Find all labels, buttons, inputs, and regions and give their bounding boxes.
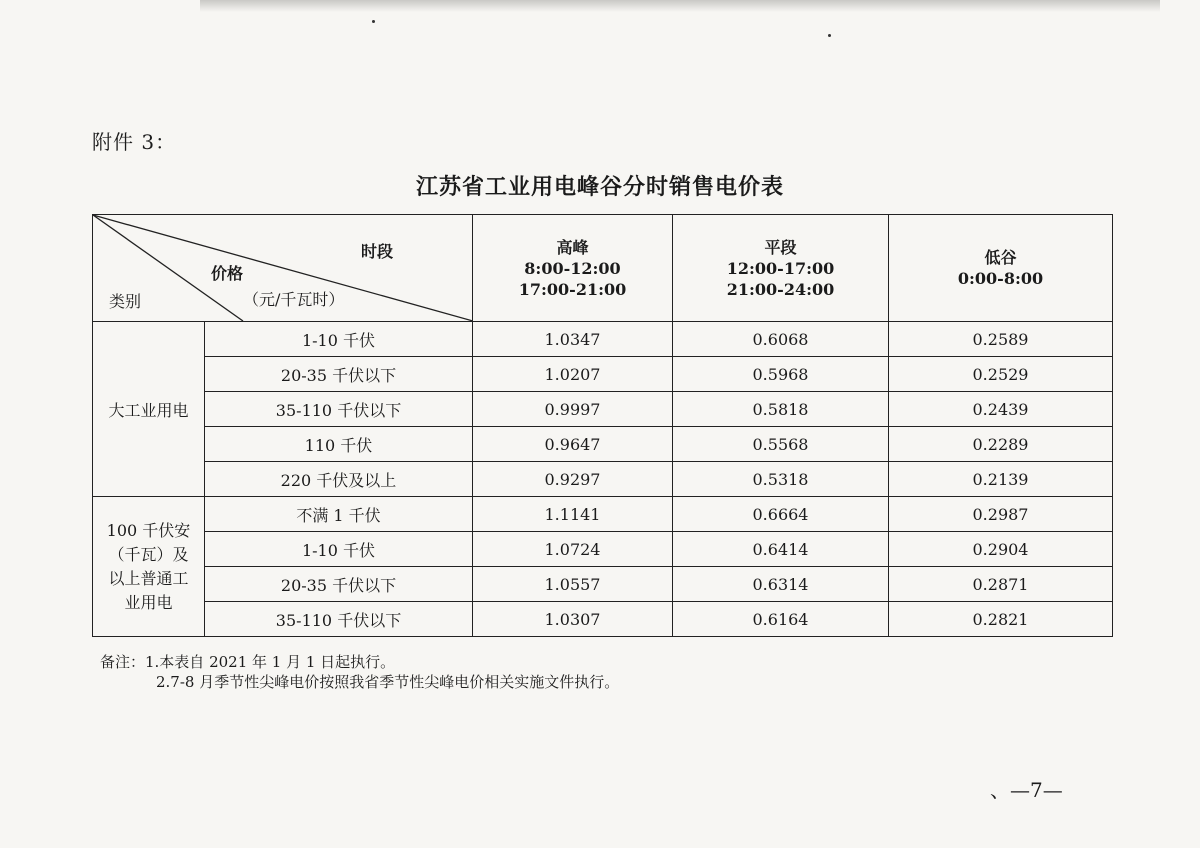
- group-label-large-industrial: 大工业用电: [93, 322, 205, 497]
- voltage-cell: 110 千伏: [205, 427, 473, 462]
- valley-time-1: 0:00-8:00: [957, 269, 1044, 288]
- group-label-line: 以上普通工: [108, 568, 189, 588]
- table-row: [93, 462, 1113, 497]
- valley-price-cell: 0.2821: [889, 602, 1113, 637]
- valley-price-cell: 0.2589: [889, 322, 1113, 357]
- voltage-cell: 不满 1 千伏: [205, 497, 473, 532]
- group-label-line: 100 千伏安: [106, 520, 191, 540]
- peak-price-cell: 0.9297: [473, 462, 673, 497]
- valley-price-cell: 0.2529: [889, 357, 1113, 392]
- table-row: [93, 532, 1113, 567]
- group-label-line: 业用电: [124, 592, 173, 612]
- valley-price-cell: 0.2139: [889, 462, 1113, 497]
- note-line-1: 备注：1.本表自 2021 年 1 月 1 日起执行。: [100, 653, 396, 671]
- voltage-cell: 20-35 千伏以下: [205, 357, 473, 392]
- voltage-cell: 35-110 千伏以下: [205, 602, 473, 637]
- flat-name: 平段: [764, 237, 797, 257]
- peak-price-cell: 0.9997: [473, 392, 673, 427]
- unit-label: （元/千瓦时）: [243, 290, 345, 309]
- price-label: 价格: [211, 264, 244, 283]
- notes: [100, 652, 619, 692]
- category-label: 类别: [109, 292, 142, 311]
- valley-price-cell: 0.2987: [889, 497, 1113, 532]
- flat-time-1: 12:00-17:00: [726, 258, 835, 278]
- table-row: [93, 322, 1113, 357]
- table-row: [93, 497, 1113, 532]
- document-title: 江苏省工业用电峰谷分时销售电价表: [415, 174, 784, 200]
- table-row: [93, 427, 1113, 462]
- flat-time-2: 21:00-24:00: [726, 279, 835, 299]
- flat-price-cell: 0.5568: [673, 427, 889, 462]
- scan-shadow: [200, 0, 1160, 12]
- valley-price-cell: 0.2904: [889, 532, 1113, 567]
- peak-price-cell: 1.0307: [473, 602, 673, 637]
- voltage-cell: 220 千伏及以上: [205, 462, 473, 497]
- peak-price-cell: 1.0724: [473, 532, 673, 567]
- peak-price-cell: 1.0557: [473, 567, 673, 602]
- peak-time-2: 17:00-21:00: [518, 279, 627, 299]
- group-label-general-industrial: [93, 497, 205, 637]
- peak-price-cell: 0.9647: [473, 427, 673, 462]
- valley-price-cell: 0.2871: [889, 567, 1113, 602]
- valley-header: [889, 215, 1113, 322]
- valley-name: 低谷: [984, 248, 1017, 267]
- attachment-label: 附件 3：: [92, 130, 177, 154]
- flat-price-cell: 0.6068: [673, 322, 889, 357]
- price-table: [92, 214, 1113, 637]
- flat-price-cell: 0.6414: [673, 532, 889, 567]
- voltage-cell: 35-110 千伏以下: [205, 392, 473, 427]
- voltage-cell: 1-10 千伏: [205, 532, 473, 567]
- page-number: 、—7—: [990, 778, 1063, 802]
- flat-price-cell: 0.5968: [673, 357, 889, 392]
- header-row: [93, 215, 1113, 322]
- flat-price-cell: 0.6664: [673, 497, 889, 532]
- table-row: [93, 567, 1113, 602]
- diagonal-header-cell: [93, 215, 473, 322]
- peak-name: 高峰: [556, 237, 589, 257]
- peak-price-cell: 1.0347: [473, 322, 673, 357]
- flat-header: [673, 215, 889, 322]
- peak-header: [473, 215, 673, 322]
- valley-price-cell: 0.2289: [889, 427, 1113, 462]
- flat-price-cell: 0.6164: [673, 602, 889, 637]
- scan-speck: [372, 20, 375, 23]
- table-row: [93, 357, 1113, 392]
- note-line-2: 2.7-8 月季节性尖峰电价按照我省季节性尖峰电价相关实施文件执行。: [156, 673, 620, 691]
- flat-price-cell: 0.5318: [673, 462, 889, 497]
- voltage-cell: 1-10 千伏: [205, 322, 473, 357]
- table-row: [93, 602, 1113, 637]
- scan-speck: [828, 34, 831, 37]
- flat-price-cell: 0.5818: [673, 392, 889, 427]
- voltage-cell: 20-35 千伏以下: [205, 567, 473, 602]
- group-label-line: （千瓦）及: [108, 544, 189, 564]
- valley-price-cell: 0.2439: [889, 392, 1113, 427]
- peak-price-cell: 1.0207: [473, 357, 673, 392]
- period-label: 时段: [361, 242, 394, 261]
- table-row: [93, 392, 1113, 427]
- peak-time-1: 8:00-12:00: [524, 258, 621, 278]
- flat-price-cell: 0.6314: [673, 567, 889, 602]
- peak-price-cell: 1.1141: [473, 497, 673, 532]
